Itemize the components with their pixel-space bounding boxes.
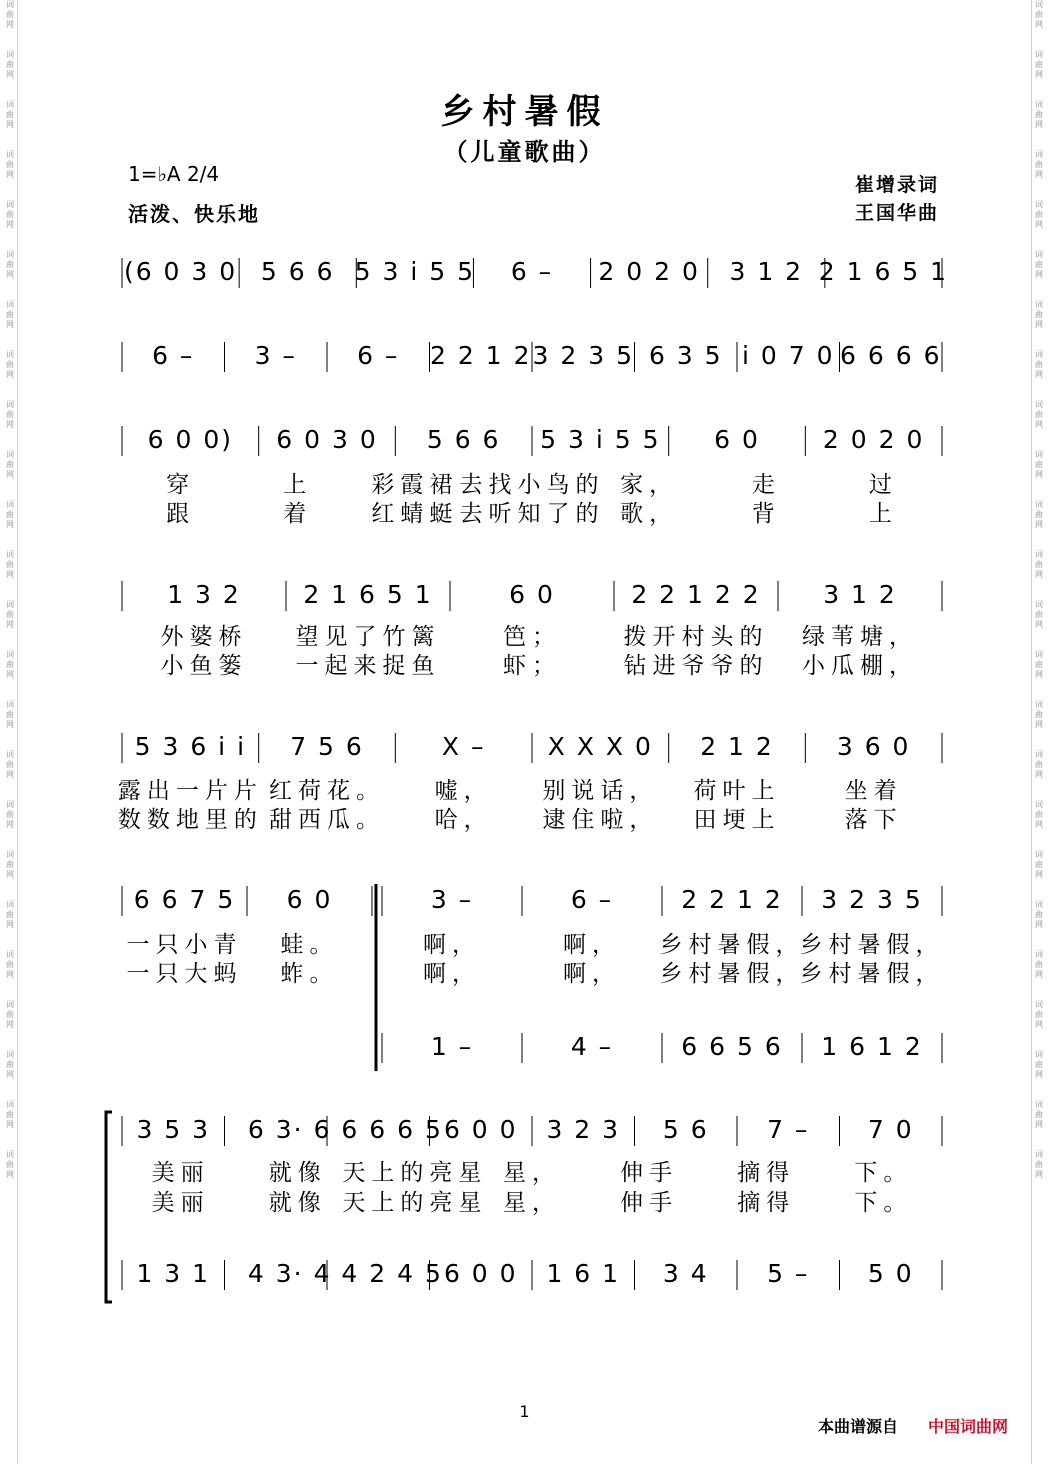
- note-group: 5 6: [662, 1115, 709, 1144]
- lyric-verse-1: 下。: [854, 1160, 913, 1186]
- note-group: 3 1 2: [823, 580, 897, 609]
- lyric-verse-1: 笆；: [503, 624, 561, 650]
- note-group: 5 3 i 5 5: [540, 425, 661, 454]
- lyric-verse-1: 穿: [166, 472, 196, 498]
- note-group: 3 2 3 5: [532, 341, 634, 370]
- lower-note-group: 1 6 1 2: [821, 1032, 923, 1061]
- note-group: 6 0 3 0: [276, 425, 378, 454]
- note-group: 2 2 1 2: [430, 341, 532, 370]
- lyric-verse-2: 伸手: [620, 1190, 679, 1216]
- note-group: 3 2 3: [546, 1115, 621, 1144]
- song-title: 乡村暑假: [440, 92, 609, 132]
- page-number: 1: [519, 1402, 530, 1421]
- lyric-verse-2: 啊，: [563, 961, 621, 987]
- lyric-verse-2: 红蜻蜓: [371, 501, 459, 527]
- song-subtitle: （儿童歌曲）: [443, 138, 606, 166]
- lyric-verse-2: 哈，: [434, 807, 493, 833]
- lyric-verse-1: 荷叶上: [693, 778, 781, 804]
- note-group: 7 0: [867, 1115, 914, 1144]
- note-group: 3 –: [430, 885, 474, 914]
- lyric-verse-1: 伸手: [620, 1160, 679, 1186]
- note-group: 6 6 6 6: [840, 341, 942, 370]
- lyric-verse-1: 外婆桥: [160, 624, 248, 650]
- lyric-verse-2: 星，: [503, 1190, 561, 1216]
- note-group: 2 2 1 2: [681, 885, 783, 914]
- note-group: 3 5 3: [136, 1115, 211, 1144]
- lyric-verse-1: 红荷花。: [269, 778, 385, 804]
- lyric-verse-1: 家，: [620, 472, 679, 498]
- lower-note-group: 6 6 5 6: [681, 1032, 783, 1061]
- lower-note-group: 1 6 1: [546, 1259, 621, 1288]
- lyric-verse-1: 天上的亮星: [342, 1160, 488, 1186]
- note-group: 3 1 2: [729, 257, 804, 286]
- note-group: 1 3 2: [167, 580, 241, 609]
- note-group: 6 6 6 6 5: [313, 1115, 443, 1144]
- lower-note-group: 1 3 1: [136, 1259, 211, 1288]
- lyric-verse-1: 上: [283, 472, 313, 498]
- lower-note-group: 1 –: [430, 1032, 474, 1061]
- source-site: 中国词曲网: [928, 1417, 1009, 1436]
- lyric-verse-2: 歌，: [620, 501, 679, 527]
- lyric-verse-2: 下。: [854, 1190, 913, 1216]
- lower-note-group: 5 –: [767, 1259, 810, 1288]
- note-group: 6 –: [570, 885, 614, 914]
- lyric-verse-2: 虾；: [503, 653, 561, 679]
- lyric-verse-1: 美丽: [151, 1160, 210, 1186]
- lyric-verse-2: 去听知了的: [459, 501, 605, 527]
- lyric-verse-2: 跟: [166, 501, 196, 527]
- right-watermark-strip: 词 曲 网 词 曲 网 词 曲 网 词 曲 网 词 曲 网 词 曲 网 词 曲 网 词 曲 网 词 曲 网 词 曲 网 词 曲 网 词 曲 网 词 曲 网 词 曲 网 词 曲 网 词 曲 网 词 曲 网 词 曲 网 词 曲 网 词 曲 网 词 曲 网 词 曲 网 词 曲 网 词 曲 网: [1031, 0, 1046, 1464]
- note-group: 2 0 2 0: [598, 257, 700, 286]
- tempo-marking: 活泼、快乐地: [128, 202, 260, 226]
- lyric-verse-2: 乡村暑假，: [799, 961, 945, 987]
- note-group: 6 –: [510, 257, 554, 286]
- lower-note-group: 3 4: [662, 1259, 709, 1288]
- lyric-verse-1: 拨开村头的: [623, 624, 769, 650]
- lyric-verse-1: 星，: [503, 1160, 561, 1186]
- lyric-verse-2: 一只大蚂: [126, 961, 243, 987]
- lyric-verse-1: 一只小青: [126, 932, 243, 958]
- lyric-verse-1: 过: [868, 472, 898, 498]
- note-group: 7 5 6: [290, 732, 364, 761]
- note-group: 5 3 i 5 5: [354, 257, 476, 286]
- lyric-verse-1: 就像: [268, 1160, 327, 1186]
- note-group: 2 1 6 5 1: [303, 580, 433, 609]
- part-bracket: [106, 1112, 112, 1302]
- lyric-verse-1: 摘得: [737, 1160, 796, 1186]
- lyric-verse-1: 蛙。: [280, 932, 339, 958]
- lyric-verse-2: 数数地里的: [117, 807, 263, 833]
- lyric-verse-1: 啊，: [423, 932, 481, 958]
- lyric-verse-1: 嘘，: [434, 778, 493, 804]
- note-group: 6 3·: [247, 1115, 304, 1144]
- lyric-verse-2: 背: [751, 501, 781, 527]
- lyric-verse-2: 蚱。: [280, 961, 339, 987]
- note-group: 2 2 1 2 2: [631, 580, 761, 609]
- lyric-verse-2: 一起来捉鱼: [295, 653, 441, 679]
- key-signature: 1=♭A 2/4: [128, 162, 220, 186]
- note-group: 5 6 6: [426, 425, 501, 454]
- lyric-verse-1: 坐着: [844, 778, 903, 804]
- lyric-verse-1: 走: [751, 472, 781, 498]
- source-credit: 本曲谱源自: [818, 1417, 899, 1436]
- note-group: 6 3 5: [648, 341, 723, 370]
- lyric-verse-2: 小鱼篓: [160, 653, 248, 679]
- lyric-verse-1: 乡村暑假，: [799, 932, 945, 958]
- note-group: 6 6 7 5: [133, 885, 236, 914]
- lyric-verse-1: 别说话，: [542, 778, 659, 804]
- note-group: 6 0 0: [443, 1115, 518, 1144]
- lyric-verse-2: 落下: [844, 807, 903, 833]
- note-group: 3 6 0: [836, 732, 911, 761]
- lyric-verse-2: 美丽: [151, 1190, 210, 1216]
- note-group: 3 –: [254, 341, 297, 370]
- lyric-verse-2: 着: [283, 501, 313, 527]
- lyric-verse-2: 啊，: [423, 961, 481, 987]
- lyric-verse-2: 天上的亮星: [342, 1190, 488, 1216]
- lyric-verse-2: 小瓜棚，: [802, 653, 918, 679]
- lyric-verse-2: 钻进爷爷的: [623, 653, 769, 679]
- note-group: i 0 7 0: [741, 341, 835, 370]
- lower-note-group: 4 –: [570, 1032, 614, 1061]
- lyric-verse-1: 望见了竹篱: [295, 624, 441, 650]
- note-group: 3 2 3 5: [821, 885, 923, 914]
- note-group: 6 –: [152, 341, 195, 370]
- lyric-verse-2: 甜西瓜。: [269, 807, 385, 833]
- lyric-verse-2: 上: [868, 501, 898, 527]
- note-group: 6 0: [714, 425, 760, 454]
- composer-credit: 王国华曲: [854, 202, 939, 224]
- lyric-verse-2: 逮住啦，: [542, 807, 659, 833]
- note-group: 6 –: [357, 341, 400, 370]
- lyric-verse-2: 摘得: [737, 1190, 796, 1216]
- lower-note-group: 4 3·: [247, 1259, 304, 1288]
- note-group: 6 0 0): [147, 425, 234, 454]
- lyric-verse-1: 啊，: [563, 932, 621, 958]
- lower-note-group: 5 0: [867, 1259, 914, 1288]
- lyric-verse-1: 去找小鸟的: [459, 472, 605, 498]
- note-group: X –: [441, 732, 486, 761]
- note-group: (6 0 3 0: [123, 257, 238, 286]
- lower-note-group: 6 0 0: [443, 1259, 518, 1288]
- note-group: 2 0 2 0: [822, 425, 925, 454]
- lyric-verse-1: 露出一片片: [117, 778, 263, 804]
- note-group: 2 1 2: [700, 732, 774, 761]
- note-group: 7 –: [767, 1115, 810, 1144]
- note-group: 6 0: [509, 580, 555, 609]
- note-group: 5 3 6 i i: [134, 732, 247, 761]
- lyric-verse-1: 乡村暑假，: [659, 932, 805, 958]
- left-watermark-strip: 词 曲 网 词 曲 网 词 曲 网 词 曲 网 词 曲 网 词 曲 网 词 曲 网 词 曲 网 词 曲 网 词 曲 网 词 曲 网 词 曲 网 词 曲 网 词 曲 网 词 曲 网 词 曲 网 词 曲 网 词 曲 网 词 曲 网 词 曲 网 词 曲 网 词 曲 网 词 曲 网 词 曲 网: [3, 0, 18, 1464]
- note-group: 2 1 6 5 1: [818, 257, 949, 286]
- lyric-verse-2: 田埂上: [693, 807, 781, 833]
- lyric-verse-2: 就像: [268, 1190, 327, 1216]
- lower-note-group: 4 4 2 4 5: [313, 1259, 443, 1288]
- note-group: 5 6 6: [260, 257, 335, 286]
- lyricist-credit: 崔增录词: [854, 174, 939, 196]
- lyric-verse-2: 乡村暑假，: [659, 961, 805, 987]
- lyric-verse-1: 绿苇塘，: [802, 624, 918, 650]
- note-group: X X X 0: [547, 732, 653, 761]
- lyric-verse-1: 彩霞裙: [371, 472, 459, 498]
- note-group: 6 0: [286, 885, 333, 914]
